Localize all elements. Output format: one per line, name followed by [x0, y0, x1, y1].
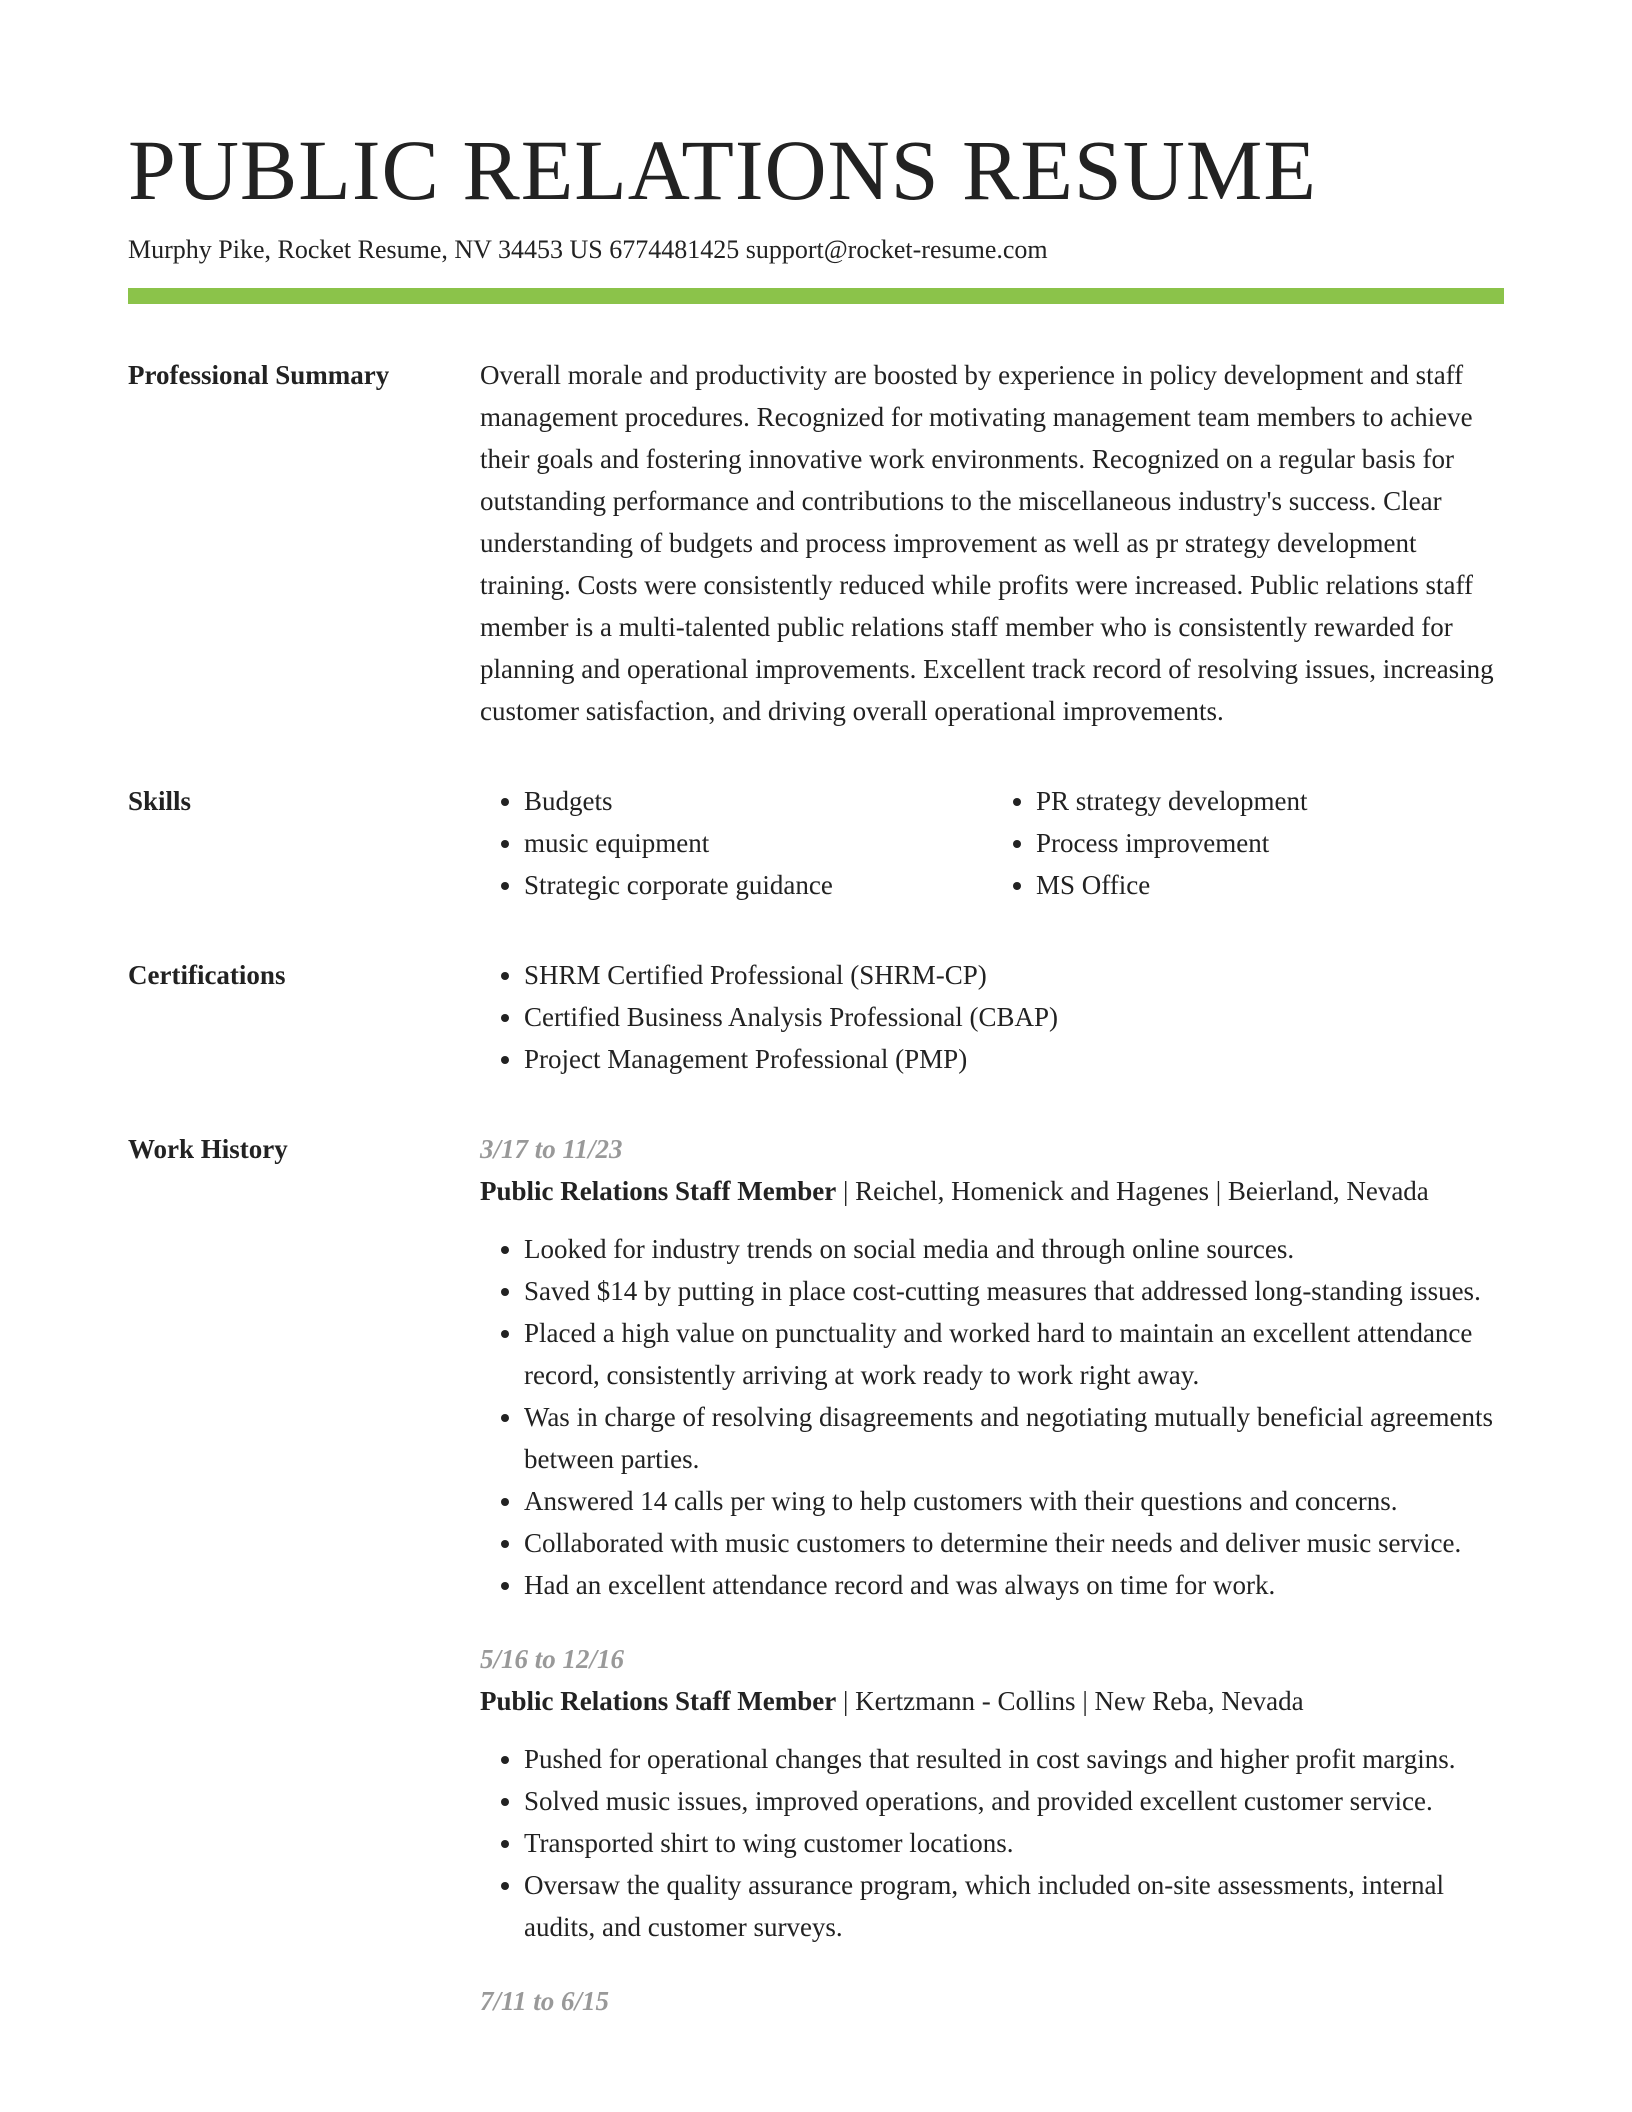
- job-separator: |: [836, 1176, 856, 1206]
- job-separator: |: [1208, 1176, 1228, 1206]
- section-label-skills: Skills: [128, 786, 192, 816]
- job-bullet: • Looked for industry trends on social media and through online sources.: [524, 1228, 1504, 1270]
- job-location: Beierland, Nevada: [1227, 1176, 1429, 1206]
- skills-list-left: [480, 780, 992, 906]
- certification-item: • Project Management Professional (PMP): [524, 1038, 1504, 1080]
- job-bullets: [480, 1738, 1504, 1948]
- job-bullet: • Transported shirt to wing customer locations.: [524, 1822, 1504, 1864]
- job-entry: [480, 1638, 1504, 1948]
- summary-section: [128, 354, 1504, 732]
- skill-item: • MS Office: [1036, 864, 1504, 906]
- job-dates: 7/11 to 6/15: [480, 1986, 610, 2016]
- job-heading: [480, 1680, 1504, 1722]
- skill-item: • PR strategy development: [1036, 780, 1504, 822]
- job-bullets: [480, 1228, 1504, 1606]
- certification-item: • Certified Business Analysis Professional (CBAP): [524, 996, 1504, 1038]
- summary-text: Overall morale and productivity are boosted by experience in policy development and staff management procedures. Recognized for motivating management team members to achieve their goals and fostering innovative work environments. Recognized on a regular basis for outstanding performance and contributions to the miscellaneous industry's success. Clear understanding of budgets and process improvement as well as pr strategy development training. Costs were consistently reduced while profits were increased. Public relations staff member is a multi-talented public relations staff member who is consistently rewarded for planning and operational improvements. Excellent track record of resolving issues, increasing customer satisfaction, and driving overall operational improvements.: [480, 360, 1494, 726]
- job-company: Kertzmann - Collins: [855, 1686, 1076, 1716]
- job-bullet: • Answered 14 calls per wing to help customers with their questions and concerns.: [524, 1480, 1504, 1522]
- job-dates: 5/16 to 12/16: [480, 1644, 625, 1674]
- job-bullet: • Solved music issues, improved operations, and provided excellent customer service.: [524, 1780, 1504, 1822]
- contact-line: Murphy Pike, Rocket Resume, NV 34453 US 6774481425 support@rocket-resume.com: [128, 235, 1048, 264]
- job-bullet: • Collaborated with music customers to determine their needs and deliver music service.: [524, 1522, 1504, 1564]
- skill-item: • music equipment: [524, 822, 992, 864]
- resume-page: [128, 120, 1504, 2054]
- job-heading: [480, 1170, 1504, 1212]
- skills-section: [128, 780, 1504, 906]
- job-entry: [480, 1128, 1504, 1606]
- job-bullet: • Saved $14 by putting in place cost-cutting measures that addressed long-standing issues.: [524, 1270, 1504, 1312]
- job-separator: |: [1075, 1686, 1095, 1716]
- accent-divider: [128, 288, 1504, 304]
- page-title: PUBLIC RELATIONS RESUME: [128, 122, 1317, 218]
- job-company: Reichel, Homenick and Hagenes: [855, 1176, 1209, 1206]
- skill-item: • Budgets: [524, 780, 992, 822]
- section-label-certifications: Certifications: [128, 960, 286, 990]
- skill-item: • Process improvement: [1036, 822, 1504, 864]
- job-title: Public Relations Staff Member: [480, 1176, 837, 1206]
- job-bullet: • Was in charge of resolving disagreements and negotiating mutually beneficial agreements between parties.: [524, 1396, 1504, 1480]
- section-label-work-history: Work History: [128, 1134, 288, 1164]
- skills-list-right: [992, 780, 1504, 906]
- job-bullet: • Oversaw the quality assurance program, which included on-site assessments, internal audits, and customer surveys.: [524, 1864, 1504, 1948]
- skill-item: • Strategic corporate guidance: [524, 864, 992, 906]
- job-bullet: • Placed a high value on punctuality and worked hard to maintain an excellent attendance record, consistently arriving at work ready to work right away.: [524, 1312, 1504, 1396]
- section-label-summary: Professional Summary: [128, 360, 390, 390]
- certifications-list: [480, 954, 1504, 1080]
- certification-item: • SHRM Certified Professional (SHRM-CP): [524, 954, 1504, 996]
- job-separator: |: [836, 1686, 856, 1716]
- job-title: Public Relations Staff Member: [480, 1686, 837, 1716]
- certifications-section: [128, 954, 1504, 1080]
- job-dates: 3/17 to 11/23: [480, 1134, 623, 1164]
- job-bullet: • Had an excellent attendance record and was always on time for work.: [524, 1564, 1504, 1606]
- job-location: New Reba, Nevada: [1094, 1686, 1304, 1716]
- job-entry: [480, 1980, 1504, 2022]
- work-history-section: [128, 1128, 1504, 2054]
- job-bullet: • Pushed for operational changes that resulted in cost savings and higher profit margins.: [524, 1738, 1504, 1780]
